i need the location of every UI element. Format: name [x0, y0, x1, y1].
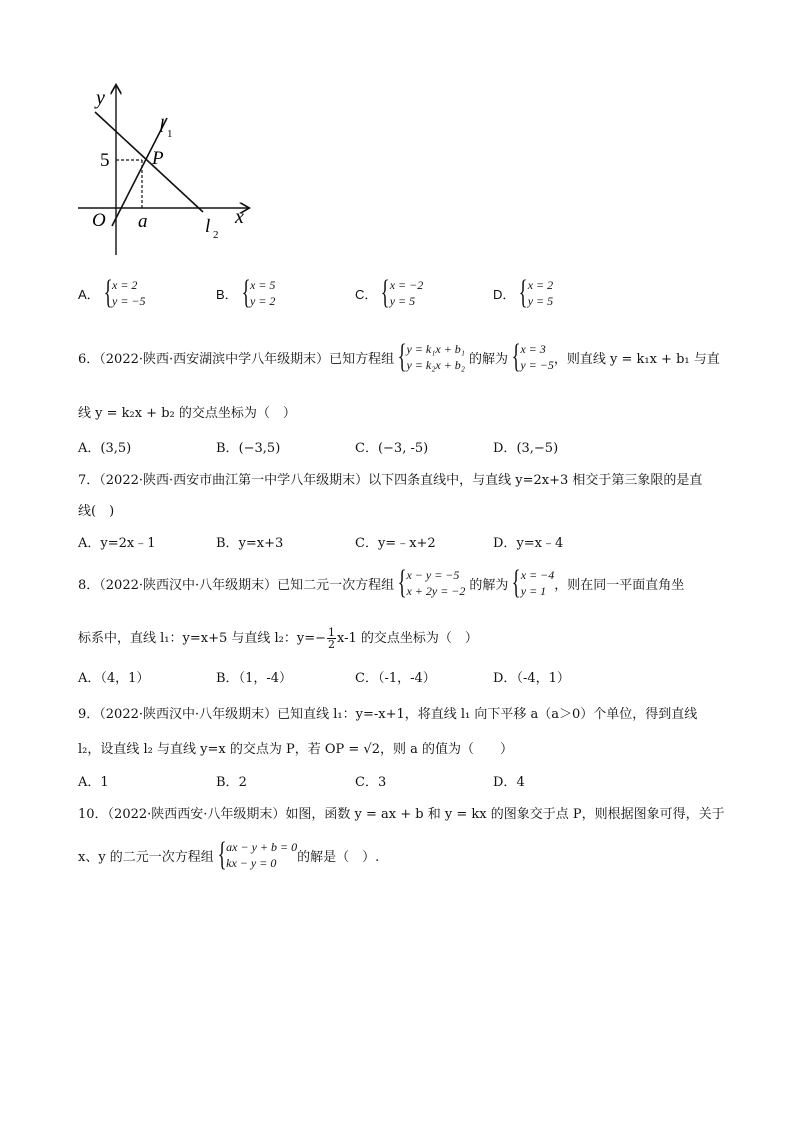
q7-option-c[interactable]: C．y=﹣x+2: [355, 536, 436, 551]
q6-option-b[interactable]: B．(−3,5): [216, 441, 281, 456]
q8-option-a[interactable]: A．（4，1）: [78, 671, 150, 686]
y-axis-label: y: [96, 87, 105, 109]
q5-option-b[interactable]: B． { x = 5 y = 2: [216, 274, 276, 311]
five-label: 5: [100, 150, 110, 171]
line-l2: [95, 112, 203, 212]
q6-option-c[interactable]: C．(−3, -5): [355, 441, 429, 456]
q8-option-d[interactable]: D．（-4，1）: [493, 671, 570, 686]
q7-option-a[interactable]: A．y=2x﹣1: [78, 536, 156, 551]
q6-option-d[interactable]: D．(3,−5): [493, 441, 559, 456]
x-axis-label: x: [235, 206, 244, 228]
q6-option-a[interactable]: A．(3,5): [78, 441, 132, 456]
l2-subscript: 2: [213, 229, 219, 241]
q6-stem-line1: 6．（2022·陕西·西安湖滨中学八年级期末）已知方程组 { y = k₁x + b₁ y = k₂x + b₂ 的解为 { x = 3 y = −5 ，则直线 y = k₁x + b₁ 与直: [78, 338, 720, 375]
origin-label: O: [92, 210, 106, 231]
q9-option-b[interactable]: B．2: [216, 775, 247, 790]
q5-option-c[interactable]: C． { x = −2 y = 5: [355, 274, 424, 311]
q9-option-a[interactable]: A．1: [78, 775, 109, 790]
q9-stem-line2: l₂，设直线 l₂ 与直线 y=x 的交点为 P，若 OP = √2，则 a 的值为（ ）: [78, 742, 513, 757]
l1-label: l: [159, 116, 165, 137]
q5-option-a[interactable]: A． { x = 2 y = −5: [78, 274, 146, 311]
a-label: a: [138, 211, 148, 232]
q8-option-c[interactable]: C．（-1，-4）: [355, 671, 436, 686]
q7-option-b[interactable]: B．y=x+3: [216, 536, 284, 551]
q10-stem-line2: x、y 的二元一次方程组 { ax − y + b = 0 kx − y = 0 的解是（ ）.: [78, 836, 380, 873]
l2-label: l: [205, 216, 211, 237]
q9-option-d[interactable]: D．4: [493, 775, 525, 790]
q7-option-d[interactable]: D．y=x﹣4: [493, 536, 564, 551]
p-label: P: [152, 148, 164, 169]
coordinate-graph: [70, 80, 260, 255]
q8-option-b[interactable]: B．（1，-4）: [216, 671, 292, 686]
q7-stem-line1: 7．（2022·陕西·西安市曲江第一中学八年级期末）以下四条直线中，与直线 y=2x+3 相交于第三象限的是直: [78, 473, 703, 488]
q8-stem-line1: 8．（2022·陕西汉中·八年级期末）已知二元一次方程组 { x − y = −5 x + 2y = −2 的解为 { x = −4 y = 1 ，则在同一平面直角坐: [78, 564, 685, 601]
q6-stem-line2: 线 y = k₂x + b₂ 的交点坐标为（ ）: [78, 406, 296, 421]
q7-stem-line2: 线( ): [78, 504, 115, 519]
q8-stem-line2: 标系中，直线 l₁：y=x+5 与直线 l₂：y=− $\frac{1}{2}$ x-1 的交点坐标为（ ）: [78, 626, 478, 651]
q10-stem-line1: 10．（2022·陕西西安·八年级期末）如图，函数 y = ax + b 和 y = kx 的图象交于点 P，则根据图象可得，关于: [78, 807, 725, 822]
l1-subscript: 1: [167, 128, 173, 140]
q5-option-d[interactable]: D． { x = 2 y = 5: [493, 274, 554, 311]
fraction-one-half: $\frac{1}{2}$: [328, 626, 335, 651]
q9-option-c[interactable]: C．3: [355, 775, 387, 790]
q9-stem-line1: 9．（2022·陕西汉中·八年级期末）已知直线 l₁：y=-x+1，将直线 l₁ 向下平移 a（a＞0）个单位，得到直线: [78, 707, 698, 722]
